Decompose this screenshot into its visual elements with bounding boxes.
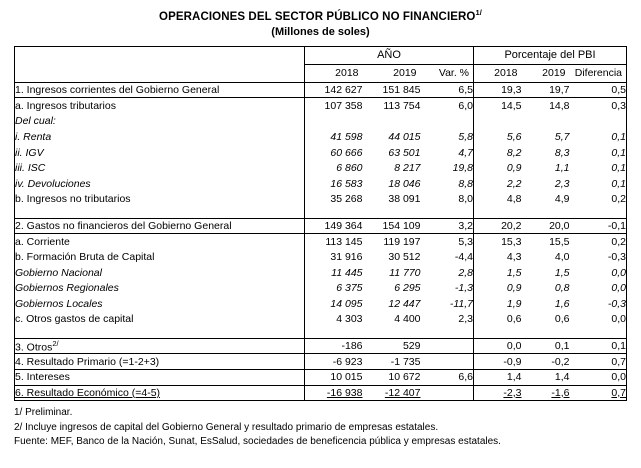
cell-var-pct: 8,0 <box>458 193 473 206</box>
cell-diferencia: 0,5 <box>570 82 627 98</box>
cell-value: -12 407 <box>384 386 421 399</box>
header-diferencia: Diferencia <box>570 64 627 82</box>
cell-diferencia: 0,2 <box>611 235 627 248</box>
cell-pbi-2018: 0,9 <box>474 160 522 176</box>
cell-pbi-2019: 14,8 <box>549 99 570 112</box>
spacer-cell <box>15 327 305 338</box>
cell-ano-2018: 149 364 <box>305 218 363 234</box>
table-header <box>15 46 627 82</box>
row-label: ii. IGV <box>15 146 44 159</box>
row-label: iv. Devoluciones <box>15 177 91 190</box>
cell-ano-2019: 44 015 <box>388 130 421 143</box>
row-label: 5. Intereses <box>15 369 305 385</box>
spacer-cell <box>421 327 474 338</box>
cell-pbi-2018: 1,5 <box>474 265 522 281</box>
cell-ano-2019: 11 770 <box>389 266 421 279</box>
header-group-ano: AÑO <box>305 46 474 64</box>
cell-value: 0,7 <box>611 386 627 399</box>
cell-pbi-2018: 4,8 <box>474 191 522 207</box>
page-title <box>0 6 641 24</box>
cell-var-pct: -1,3 <box>454 282 473 295</box>
cell-diferencia: -0,3 <box>607 251 627 264</box>
row-label: a. Corriente <box>15 235 70 248</box>
table-row <box>15 160 627 176</box>
cell-diferencia: 0,0 <box>611 266 627 279</box>
cell-ano-2018: 41 598 <box>305 129 363 145</box>
row-label: iii. ISC <box>15 162 46 175</box>
cell-ano-2019: 529 <box>363 338 421 354</box>
cell-var-pct <box>421 338 474 354</box>
cell-ano-2018: 60 666 <box>305 145 363 161</box>
page-subtitle: (Millones de soles) <box>271 25 370 38</box>
cell-pbi-2019: -0,2 <box>522 354 570 370</box>
table-row <box>15 280 627 296</box>
table-row <box>15 265 627 281</box>
cell-pbi-2019: 1,4 <box>522 369 570 385</box>
row-label: 2. Gastos no financieros del Gobierno General <box>15 218 305 234</box>
cell-var-pct: 5,3 <box>458 235 473 248</box>
cell-diferencia: 0,7 <box>570 354 627 370</box>
row-label: 1. Ingresos corrientes del Gobierno General <box>15 82 305 98</box>
cell-pbi-2019: 1,1 <box>554 162 570 175</box>
header-group-row <box>15 46 627 64</box>
cell-ano-2018: 31 916 <box>305 249 363 265</box>
table-container <box>14 46 626 401</box>
footnote-1: 1/ Preliminar. <box>14 407 73 419</box>
cell-diferencia: 0,1 <box>611 146 627 159</box>
row-label <box>15 338 305 354</box>
cell-ano-2019 <box>363 385 421 401</box>
cell-pbi-2019: 1,6 <box>554 297 570 310</box>
cell-ano-2019: 63 501 <box>388 146 421 159</box>
cell-pbi-2019: 15,5 <box>549 235 570 248</box>
cell-pbi-2018: 19,3 <box>474 82 522 98</box>
table-row <box>15 338 627 354</box>
cell-pbi-2018: 1,9 <box>474 296 522 312</box>
cell-diferencia <box>570 114 627 130</box>
table-row <box>15 369 627 385</box>
cell-diferencia: 0,2 <box>611 193 627 206</box>
cell-var-pct: 19,8 <box>452 162 473 175</box>
cell-pbi-2018: 2,2 <box>474 176 522 192</box>
cell-var-pct: 5,8 <box>458 130 473 143</box>
cell-pbi-2019: 2,3 <box>554 177 570 190</box>
cell-ano-2018: 113 145 <box>305 234 363 250</box>
cell-ano-2018: 16 583 <box>305 176 363 192</box>
row-label: 4. Resultado Primario (=1-2+3) <box>15 354 305 370</box>
cell-var-pct: 6,0 <box>458 99 473 112</box>
cell-pbi-2019: 20,0 <box>522 218 570 234</box>
cell-pbi-2018 <box>474 385 522 401</box>
cell-diferencia: 0,0 <box>611 313 627 326</box>
cell-pbi-2018: 5,6 <box>474 129 522 145</box>
spacer-cell <box>305 207 363 218</box>
table-row <box>15 385 627 401</box>
table-row <box>15 82 627 98</box>
cell-ano-2018: 35 268 <box>305 191 363 207</box>
header-ano-2018: 2018 <box>305 64 363 82</box>
header-group-pbi: Porcentaje del PBI <box>474 46 627 64</box>
row-label-footnote-marker: 2/ <box>52 338 59 348</box>
page-title-footnote-marker: 1/ <box>475 8 482 17</box>
row-label: c. Otros gastos de capital <box>15 313 134 326</box>
cell-pbi-2019: 4,0 <box>554 251 570 264</box>
cell-pbi-2018: -0,9 <box>474 354 522 370</box>
row-label: i. Renta <box>15 130 52 143</box>
spacer-cell <box>474 327 522 338</box>
cell-ano-2019: 119 197 <box>383 235 421 248</box>
cell-ano-2019: 4 400 <box>394 313 421 326</box>
cell-var-pct: -4,4 <box>454 251 473 264</box>
spacer-cell <box>305 327 363 338</box>
footnote-2: 2/ Incluye ingresos de capital del Gobierno General y resultado primario de empresas estatales. <box>14 421 439 433</box>
header-label-cell <box>15 64 305 82</box>
row-label: a. Ingresos tributarios <box>15 99 116 112</box>
cell-ano-2019: 113 754 <box>383 99 421 112</box>
header-var-pct: Var. % <box>421 64 474 82</box>
table-body <box>15 82 627 400</box>
cell-value: -1,6 <box>551 386 570 399</box>
cell-pbi-2019: 1,5 <box>554 266 570 279</box>
cell-ano-2019 <box>363 114 421 130</box>
cell-var-pct <box>421 114 474 130</box>
cell-pbi-2019 <box>522 385 570 401</box>
row-label: Gobiernos Regionales <box>15 282 119 295</box>
cell-ano-2019: 38 091 <box>388 193 421 206</box>
cell-pbi-2019: 0,8 <box>554 282 570 295</box>
cell-ano-2019: 18 046 <box>388 177 421 190</box>
cell-ano-2019: 8 217 <box>394 162 421 175</box>
cell-pbi-2019: 0,6 <box>554 313 570 326</box>
cell-pbi-2019: 0,1 <box>522 338 570 354</box>
spacer-row <box>15 207 627 218</box>
page-title-text: OPERACIONES DEL SECTOR PÚBLICO NO FINANCIERO <box>159 10 476 23</box>
cell-pbi-2018: 14,5 <box>474 98 522 114</box>
table-row <box>15 218 627 234</box>
cell-ano-2018: 10 015 <box>305 369 363 385</box>
cell-pbi-2019: 4,9 <box>554 193 570 206</box>
spacer-row <box>15 327 627 338</box>
cell-var-pct: 6,5 <box>421 82 474 98</box>
cell-ano-2018 <box>305 114 363 130</box>
table-row <box>15 249 627 265</box>
row-label: b. Formación Bruta de Capital <box>15 251 155 264</box>
header-pbi-2018: 2018 <box>474 64 522 82</box>
cell-diferencia: 0,1 <box>611 162 627 175</box>
cell-ano-2018: -186 <box>305 338 363 354</box>
table-row <box>15 296 627 312</box>
cell-ano-2018: -6 923 <box>305 354 363 370</box>
cell-pbi-2019: 5,7 <box>554 130 570 143</box>
cell-var-pct: -11,7 <box>449 297 473 310</box>
cell-diferencia: 0,3 <box>611 99 627 112</box>
cell-var-pct: 6,6 <box>421 369 474 385</box>
table-row <box>15 176 627 192</box>
cell-pbi-2018: 20,2 <box>474 218 522 234</box>
table-row <box>15 234 627 250</box>
row-label: Gobierno Nacional <box>15 266 102 279</box>
header-corner-cell <box>15 46 305 64</box>
cell-ano-2018: 4 303 <box>305 312 363 328</box>
cell-ano-2018: 6 375 <box>305 280 363 296</box>
cell-pbi-2019: 8,3 <box>554 146 570 159</box>
cell-ano-2019: 12 447 <box>388 297 421 310</box>
spacer-cell <box>522 207 570 218</box>
spacer-cell <box>570 327 627 338</box>
cell-diferencia: -0,3 <box>607 297 627 310</box>
row-label-text: 3. Otros <box>15 341 53 354</box>
cell-pbi-2018: 8,2 <box>474 145 522 161</box>
row-label: b. Ingresos no tributarios <box>15 193 131 206</box>
table-row <box>15 312 627 328</box>
row-label: Gobiernos Locales <box>15 297 103 310</box>
cell-pbi-2019: 19,7 <box>522 82 570 98</box>
cell-ano-2018 <box>305 385 363 401</box>
table-row <box>15 114 627 130</box>
table-row <box>15 98 627 114</box>
cell-var-pct: 4,7 <box>458 146 473 159</box>
cell-diferencia: -0,1 <box>570 218 627 234</box>
cell-diferencia: 0,1 <box>611 177 627 190</box>
cell-value: -16 938 <box>326 386 363 399</box>
cell-ano-2018: 6 860 <box>305 160 363 176</box>
cell-var-pct: 2,8 <box>458 266 473 279</box>
cell-pbi-2018: 0,0 <box>474 338 522 354</box>
cell-var-pct <box>421 385 474 401</box>
spacer-cell <box>15 207 305 218</box>
spacer-cell <box>363 327 421 338</box>
cell-diferencia: 0,1 <box>611 130 627 143</box>
table-row <box>15 145 627 161</box>
cell-var-pct: 2,3 <box>458 313 473 326</box>
cell-diferencia: 0,0 <box>611 282 627 295</box>
cell-ano-2019: 10 672 <box>363 369 421 385</box>
cell-ano-2019: 151 845 <box>363 82 421 98</box>
row-label-text: 6. Resultado Económico (=4-5) <box>15 386 161 399</box>
cell-var-pct: 3,2 <box>421 218 474 234</box>
operations-table <box>14 46 627 401</box>
cell-pbi-2018 <box>474 114 522 130</box>
cell-pbi-2018: 4,3 <box>474 249 522 265</box>
source-note: Fuente: MEF, Banco de la Nación, Sunat, EsSalud, sociedades de beneficencia pública y empresas estatales. <box>14 436 501 448</box>
cell-pbi-2018: 0,9 <box>474 280 522 296</box>
cell-ano-2019: 6 295 <box>394 282 421 295</box>
cell-ano-2019: -1 735 <box>363 354 421 370</box>
cell-pbi-2018: 1,4 <box>474 369 522 385</box>
table-row <box>15 129 627 145</box>
header-ano-2019: 2019 <box>363 64 421 82</box>
table-row <box>15 354 627 370</box>
header-pbi-2019: 2019 <box>522 64 570 82</box>
cell-diferencia: 0,1 <box>570 338 627 354</box>
cell-diferencia: 0,0 <box>570 369 627 385</box>
spacer-cell <box>474 207 522 218</box>
cell-ano-2018: 14 095 <box>305 296 363 312</box>
footnotes <box>14 406 627 450</box>
cell-var-pct: 8,8 <box>458 177 473 190</box>
title-block <box>0 0 641 40</box>
cell-var-pct <box>421 354 474 370</box>
cell-pbi-2018: 0,6 <box>474 312 522 328</box>
table-row <box>15 191 627 207</box>
cell-diferencia <box>570 385 627 401</box>
row-label <box>15 385 305 401</box>
cell-ano-2018: 142 627 <box>305 82 363 98</box>
cell-ano-2019: 30 512 <box>388 251 421 264</box>
cell-ano-2018: 107 358 <box>305 98 363 114</box>
header-sub-row <box>15 64 627 82</box>
cell-pbi-2019 <box>522 114 570 130</box>
spacer-cell <box>421 207 474 218</box>
cell-value: -2,3 <box>503 386 522 399</box>
cell-ano-2018: 11 445 <box>305 265 363 281</box>
cell-ano-2019: 154 109 <box>363 218 421 234</box>
cell-pbi-2018: 15,3 <box>474 234 522 250</box>
spacer-cell <box>570 207 627 218</box>
row-label: Del cual: <box>15 115 56 128</box>
spacer-cell <box>522 327 570 338</box>
spacer-cell <box>363 207 421 218</box>
